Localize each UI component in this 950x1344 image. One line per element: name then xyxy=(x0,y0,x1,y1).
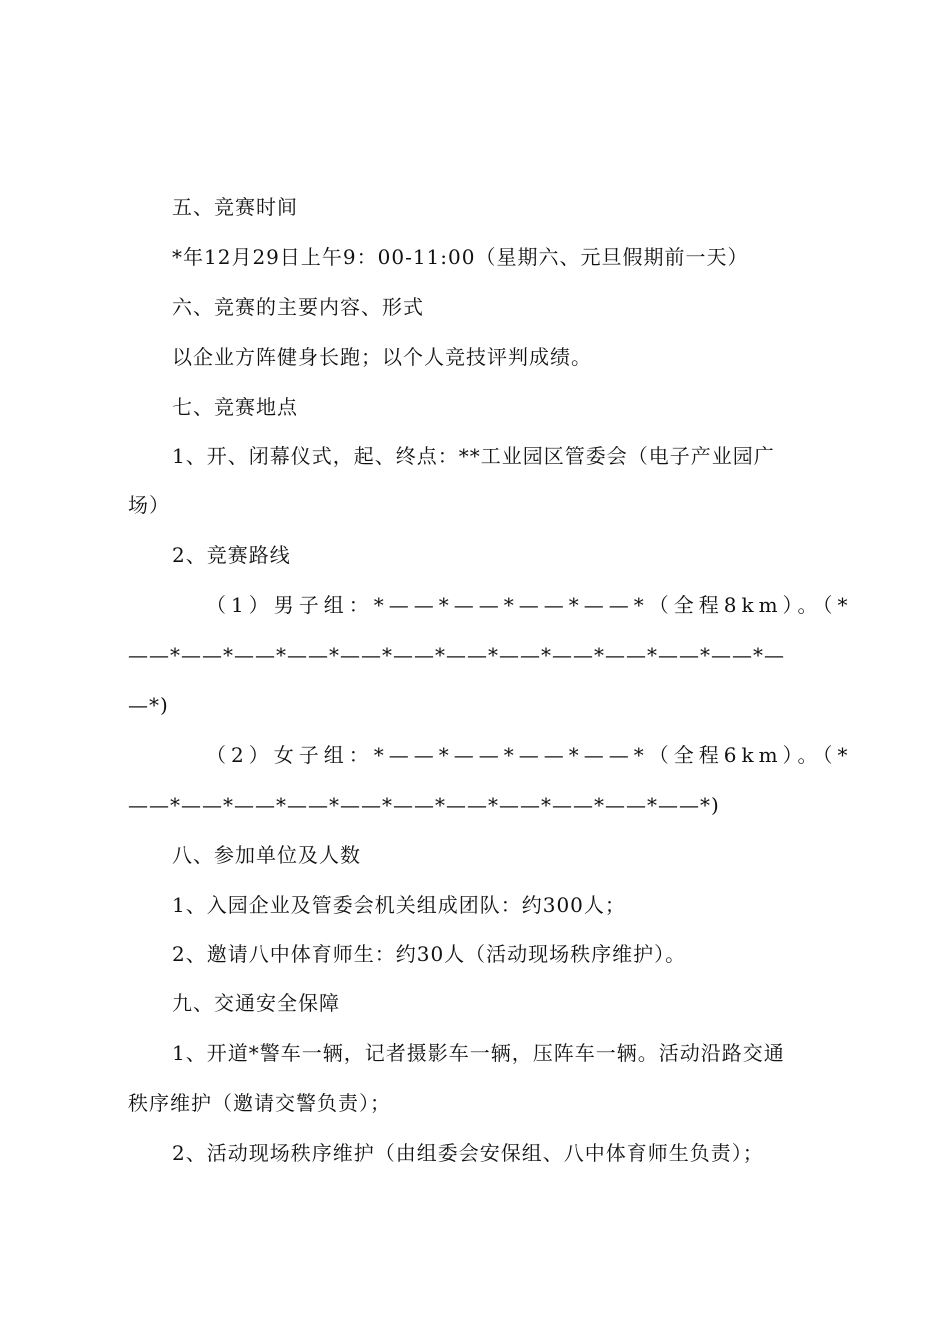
route-men-cont: ——*——*——*——*——*——*——*——*——*——*——*——*— xyxy=(128,643,785,667)
section-heading-8: 八、参加单位及人数 xyxy=(172,843,361,867)
paragraph-line: *年12月29日上午9：00-11:00（星期六、元旦假期前一天） xyxy=(172,245,749,269)
route-women-cont: ——*——*——*——*——*——*——*——*——*——*——*) xyxy=(128,793,720,817)
paragraph-line: 1、开道*警车一辆，记者摄影车一辆，压阵车一辆。活动沿路交通 xyxy=(172,1041,785,1065)
paragraph-line: 秩序维护（邀请交警负责）； xyxy=(128,1091,391,1115)
paragraph-line: 1、入园企业及管委会机关组成团队：约300人； xyxy=(172,893,626,917)
paragraph-line: 2、活动现场秩序维护（由组委会安保组、八中体育师生负责）； xyxy=(172,1141,764,1165)
paragraph-line: 1、开、闭幕仪式，起、终点：**工业园区管委会（电子产业园广 xyxy=(172,444,775,468)
section-heading-9: 九、交通安全保障 xyxy=(172,991,340,1015)
paragraph-line: 以企业方阵健身长跑；以个人竞技评判成绩。 xyxy=(172,345,592,369)
section-heading-6: 六、竞赛的主要内容、形式 xyxy=(172,295,424,319)
section-heading-5: 五、竞赛时间 xyxy=(172,195,298,219)
route-women: （2）女子组：*——*——*——*——*（全程6km）。（* xyxy=(206,743,853,767)
paragraph-line: 2、邀请八中体育师生：约30人（活动现场秩序维护）。 xyxy=(172,942,687,966)
section-heading-7: 七、竞赛地点 xyxy=(172,395,298,419)
paragraph-line: 场） xyxy=(128,493,170,517)
route-men: （1）男子组：*——*——*——*——*（全程8km）。（* xyxy=(206,593,853,617)
route-men-cont: —*) xyxy=(128,693,169,717)
subheading-route: 2、竞赛路线 xyxy=(172,543,291,567)
